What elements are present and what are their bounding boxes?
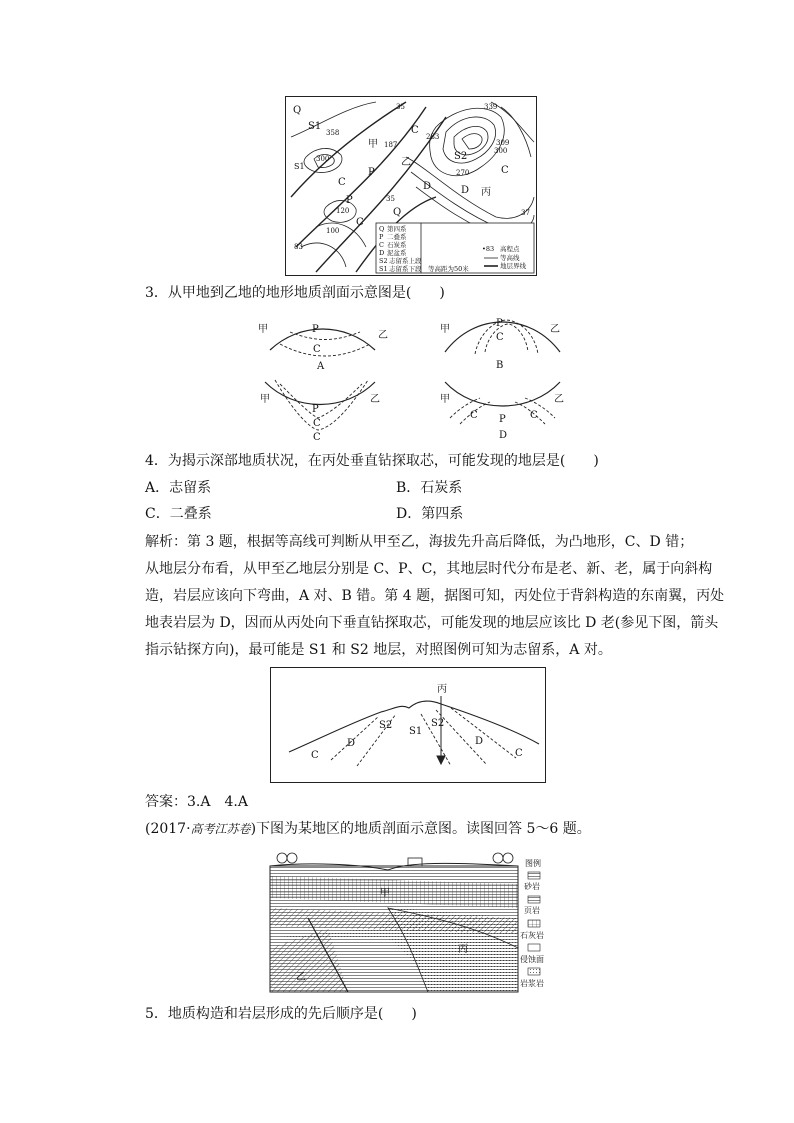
opt-a-jia: 甲 [258,324,268,335]
legend-name-s1: 志留系下段 [389,265,422,273]
elev-9: 270 [456,169,470,177]
legend-code-c: C [379,241,384,249]
legend-code-s1: S1 [379,265,388,273]
option-b-diagram [430,312,575,372]
section-legend-sandstone: 砂岩 [524,882,540,891]
legend-contour-interval: 等高距为50米 [428,265,469,273]
source-suffix: )下图为某地区的地质剖面示意图。读图回答 5～6 题。 [250,821,591,837]
section-legend-shale: 页岩 [524,906,540,915]
geologic-section [268,848,552,996]
elev-8: 83 [294,243,303,251]
map-label-p1: P [346,195,353,206]
profile-label-db: D [475,736,484,747]
elev-3: 300 [316,155,330,163]
map-label-c2: C [411,125,419,136]
q4-option-b: B．石炭系 [396,480,463,496]
elev-10: 300 [494,147,508,155]
section-label-jia: 甲 [380,888,390,899]
map-label-p2: P [368,167,375,178]
question-3: 3．从甲地到乙地的地形地质剖面示意图是( ) [145,285,445,301]
section-legend-title: 图例 [525,859,541,868]
drilling-profile-drawing [271,668,545,782]
drilling-profile [270,667,546,783]
profile-label-s2a: S2 [379,720,393,731]
analysis-line-2: 从地层分布看，从甲至乙地层分别是 C、P、C，其地层时代分布是老、新、老，属于向斜构 [145,561,713,577]
option-d-diagram [430,374,575,444]
profile-label-bing: 丙 [437,684,447,695]
option-a-diagram [250,312,395,372]
geologic-map-drawing [286,97,536,275]
map-label-jia: 甲 [368,139,378,150]
question-4: 4．为揭示深部地质状况，在丙处垂直钻探取芯，可能发现的地层是( ) [145,453,599,469]
opt-a-yi: 乙 [378,330,388,341]
profile-label-s1: S1 [409,726,423,737]
map-label-bing: 丙 [481,187,491,198]
legend-code-p: P [379,233,384,241]
legend-name-contour: 等高线 [500,254,520,262]
source-prefix: (2017· [145,821,191,837]
profile-label-ca: C [311,750,319,761]
map-label-q2: Q [393,207,402,218]
opt-c-label: C [313,432,321,443]
elev-14: 37 [521,209,530,217]
legend-name-s2: 志留系上段 [389,257,422,265]
profile-label-cb: C [515,748,523,759]
opt-d-jia: 甲 [440,394,450,405]
map-label-s2: S2 [454,151,468,162]
geologic-section-drawing [268,848,552,996]
elev-13: 35 [386,195,395,203]
legend-name-boundary: 地层界线 [500,262,526,270]
elev-12: 339 [484,103,498,111]
elev-7: 100 [326,227,340,235]
opt-a-c: C [313,344,321,355]
legend-name-p: 二叠系 [387,233,407,241]
elev-5: 283 [426,133,440,141]
section-legend-limestone: 石灰岩 [520,931,544,940]
map-label-q1: Q [293,105,302,116]
map-label-d1: D [423,181,432,192]
q4-option-a: A．志留系 [145,480,212,496]
opt-d-yi: 乙 [554,394,564,405]
elev-11: 309 [496,139,510,147]
section-legend-magma: 岩浆岩 [520,979,544,988]
legend-code-s2: S2 [379,257,388,265]
geologic-map [285,96,537,276]
source-name: 高考江苏卷 [190,822,251,836]
analysis-line-1: 解析：第 3 题，根据等高线可判断从甲至乙，海拔先升高后降低，为凸地形，C、D 错； [145,534,694,550]
opt-c-yi: 乙 [370,394,380,405]
opt-b-jia: 甲 [440,324,450,335]
opt-a-label: A [317,361,325,372]
opt-d-c1: C [470,410,478,421]
legend-name-d: 泥盆系 [387,249,407,257]
section-legend-erosion: 侵蚀面 [520,955,544,964]
legend-code-q: Q [379,225,385,233]
opt-b-c: C [496,332,504,343]
legend-name-q: 第四系 [387,225,407,233]
elev-4: 187 [384,141,398,149]
source-line [145,819,591,839]
analysis-line-3: 造，岩层应该向下弯曲，A 对、B 错。第 4 题，据图可知，丙处位于背斜构造的东南翼，丙处 [145,588,725,604]
opt-d-p: P [499,414,506,425]
legend-name-c: 石炭系 [387,241,407,249]
profile-label-da: D [347,738,356,749]
opt-c-c: C [313,418,321,429]
profile-label-s2b: S2 [431,718,445,729]
opt-b-yi: 乙 [550,324,560,335]
opt-c-jia: 甲 [260,394,270,405]
answer-line: 答案：3.A 4.A [145,794,248,810]
analysis-line-4: 地表岩层为 D，因而从丙处向下垂直钻探取芯，可能发现的地层应该比 D 老(参见下图，箭头 [145,615,719,631]
opt-c-p: P [312,404,319,415]
option-c-diagram [250,374,395,444]
analysis-line-5: 指示钻探方向)，最可能是 S1 和 S2 地层，对照图例可知为志留系，A 对。 [145,642,612,658]
map-label-s1b: S1 [294,162,305,171]
legend-name-point: 高程点 [500,245,520,253]
elev-2: 358 [326,129,340,137]
q4-option-d: D．第四系 [396,506,464,522]
elev-6: 120 [336,207,350,215]
legend-sym-point: •83 [482,245,495,253]
section-label-bing: 丙 [458,944,468,955]
map-label-yi: 乙 [401,157,411,168]
elev-1: 35 [396,103,405,111]
opt-d-label: D [499,430,508,441]
section-label-yi: 乙 [296,972,306,983]
map-label-s1: S1 [308,121,322,132]
map-label-d2: D [461,185,470,196]
opt-b-label: B [496,360,504,371]
opt-a-p: P [312,324,319,335]
opt-d-c2: C [530,410,538,421]
map-label-c4: C [501,165,509,176]
q4-option-c: C．二叠系 [145,506,212,522]
question-5: 5．地质构造和岩层形成的先后顺序是( ) [145,1006,417,1022]
map-label-c1: C [338,177,346,188]
opt-b-p: P [496,318,503,329]
legend-code-d: D [379,249,385,257]
map-label-c3: C [356,217,364,228]
